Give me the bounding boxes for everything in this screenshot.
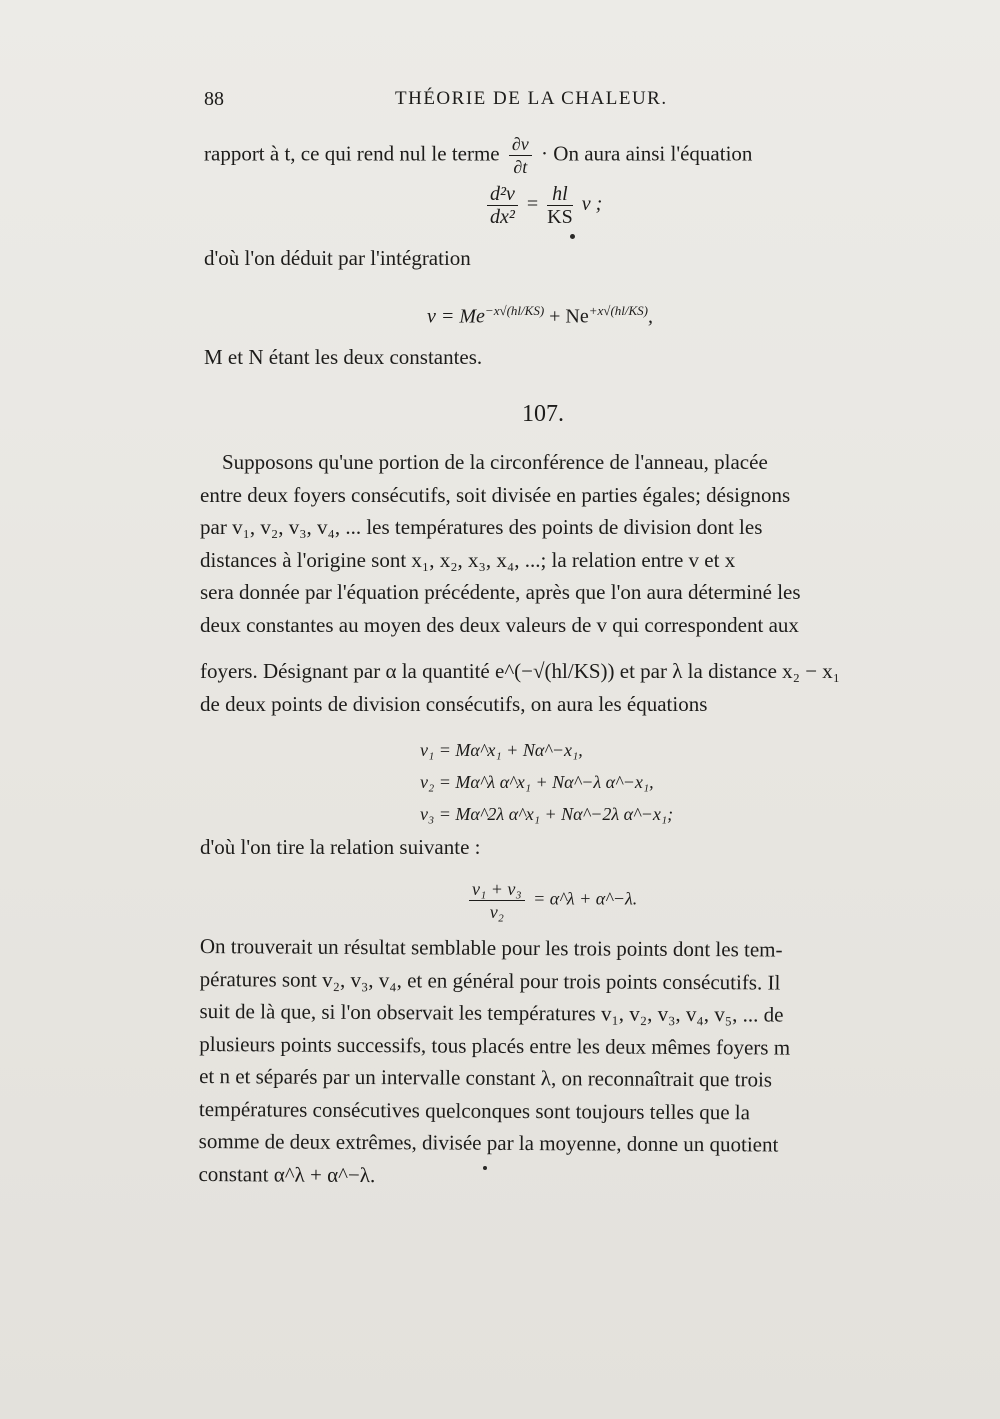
ink-speck xyxy=(570,234,575,239)
para2-line: et n et séparés par un intervalle constant λ, on reconnaîtrait que trois xyxy=(199,1063,773,1092)
para1-line: Supposons qu'une portion de la circonférence de l'anneau, placée xyxy=(222,450,768,474)
equation-2: $v = Me^{-x√(hl/KS)} + Ne^{+x√(hl/KS)}$, xyxy=(427,303,653,328)
relation-line: d'où l'on tire la relation suivante : xyxy=(200,835,481,859)
ink-speck xyxy=(483,1166,487,1170)
para2-line: pératures sont v₂, v₃, v₄, et en général pour trois points consécutifs. Il xyxy=(199,966,781,995)
para2-line: somme de deux extrêmes, divisée par la moyenne, donne un quotient xyxy=(198,1128,779,1157)
para1-line: sera donnée par l'équation précédente, après que l'on aura déterminé les xyxy=(200,580,801,604)
para2-line: constant α^λ + α^−λ. xyxy=(198,1161,376,1187)
para2-line: températures consécutives quelconques sont toujours telles que la xyxy=(198,1096,751,1124)
section-number: 107. xyxy=(522,401,564,427)
para2-line: plusieurs points successifs, tous placés entre les deux mêmes foyers m xyxy=(199,1031,791,1060)
equation-1: $\frac{\text{d²v}}{\text{dx²}}$ = $\frac{hl}{KS}$ v ; xyxy=(483,183,602,228)
partial-fraction: $\frac{\partial v}{\partial t}$ xyxy=(509,133,532,178)
constants-line: M et N étant les deux constantes. xyxy=(204,345,483,369)
para1-line: de deux points de division consécutifs, on aura les équations xyxy=(200,691,708,716)
opening-text-end: · On aura ainsi l'équation xyxy=(541,141,753,166)
paragraph-conclusion xyxy=(198,930,882,1194)
system-eq-2: v₂ = Mα^λ α^x₁ + Nα^−λ α^−x₁, xyxy=(420,772,654,792)
equation-system xyxy=(420,734,673,830)
para2-line: On trouverait un résultat semblable pour les trois points dont les tem- xyxy=(199,933,783,962)
paragraph-107 xyxy=(200,446,882,720)
para1-line: entre deux foyers consécutifs, soit divisée en parties égales; désignons xyxy=(200,482,791,507)
para1-line: deux constantes au moyen des deux valeurs de v qui correspondent aux xyxy=(200,612,799,637)
opening-line xyxy=(204,133,752,178)
system-eq-3: v₃ = Mα^2λ α^x₁ + Nα^−2λ α^−x₁; xyxy=(420,804,674,824)
eq3-fraction: $\frac{\text{v₁ + v₃}}{\text{v₂}}$ xyxy=(469,878,525,923)
integration-line: d'où l'on déduit par l'intégration xyxy=(204,246,471,270)
para1-line: distances à l'origine sont x₁, x₂, x₃, x₄, ...; la relation entre v et x xyxy=(200,547,736,572)
equation-3: $\frac{\text{v₁ + v₃}}{\text{v₂}}$ = α^λ + α^−λ. xyxy=(465,878,637,923)
running-title: THÉORIE DE LA CHALEUR. xyxy=(395,88,668,109)
system-eq-1: v₁ = Mα^x₁ + Nα^−x₁, xyxy=(420,740,583,760)
para1-line: par v₁, v₂, v₃, v₄, ... les températures des points de division dont les xyxy=(200,515,763,539)
eq1-lhs: $\frac{\text{d²v}}{\text{dx²}}$ xyxy=(487,183,518,228)
opening-text: rapport à t, ce qui rend nul le terme xyxy=(204,141,500,166)
page-number: 88 xyxy=(204,88,224,110)
para2-line: suit de là que, si l'on observait les températures v₁, v₂, v₃, v₄, v₅, ... de xyxy=(199,998,784,1027)
para1-line: foyers. Désignant par α la quantité e^(−√(hl/KS)) et par λ la distance x₂ − x₁ xyxy=(200,659,841,683)
eq1-rhs: $\frac{hl}{KS}$ xyxy=(547,183,573,228)
